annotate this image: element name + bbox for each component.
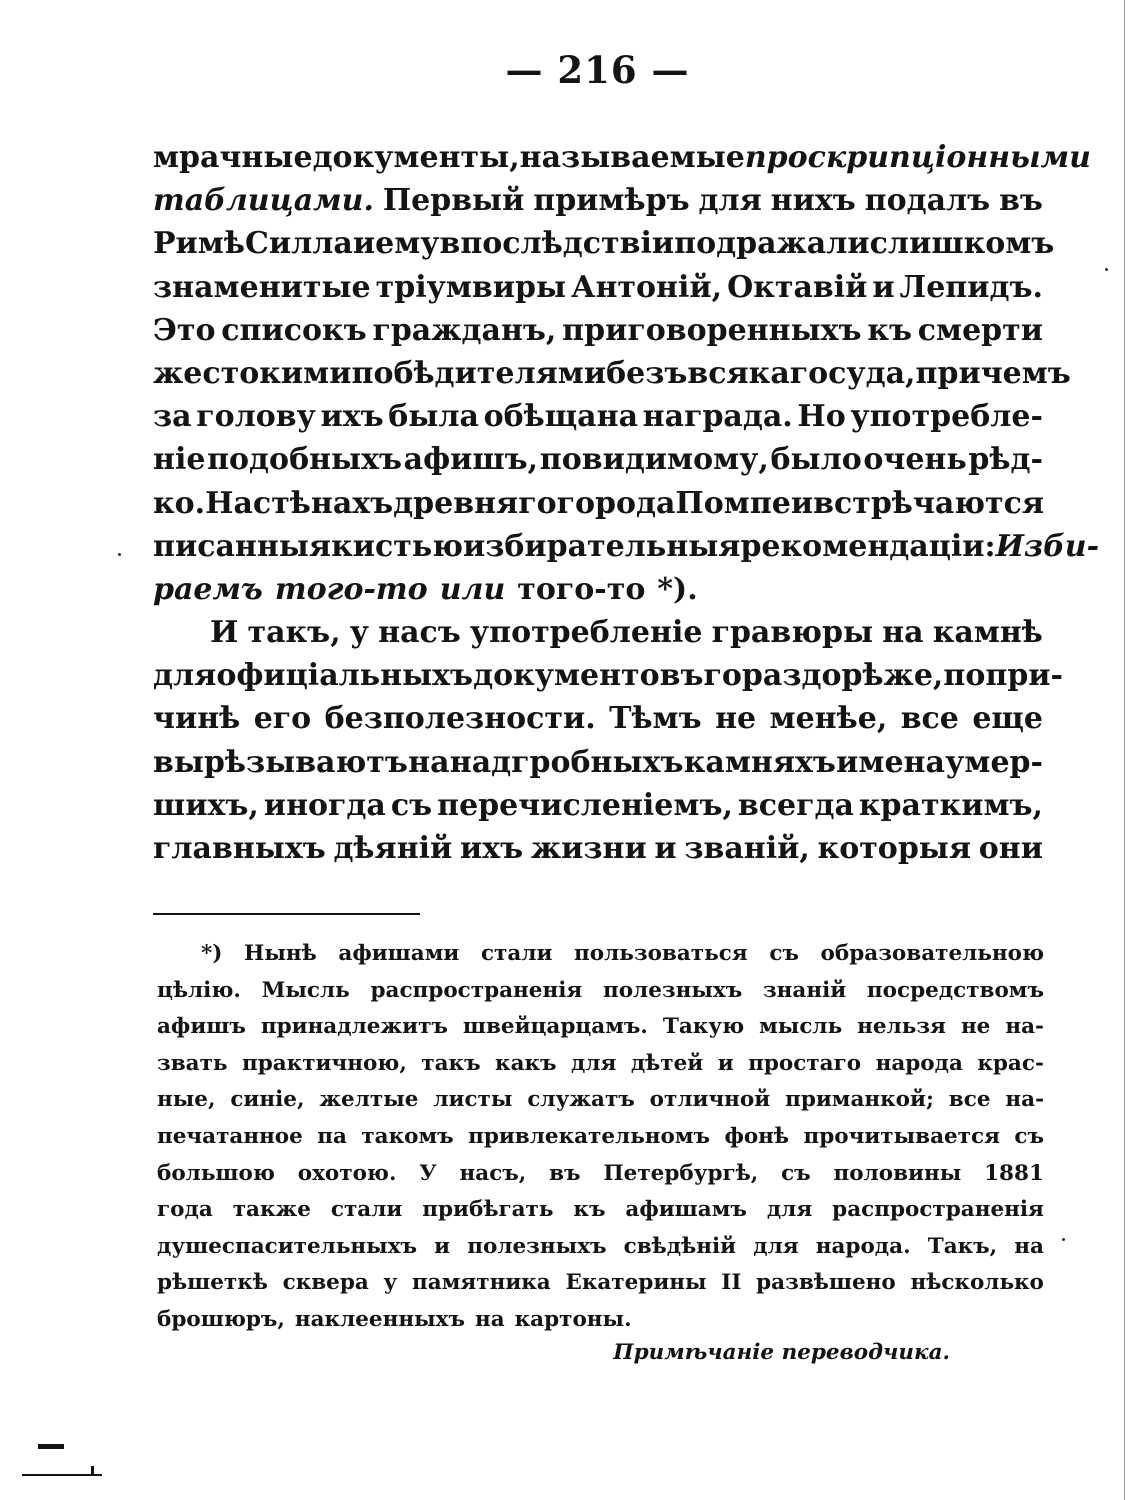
- word: ихъ: [320, 399, 384, 435]
- text-line: [153, 528, 1100, 572]
- word: Тѣмъ: [609, 701, 702, 737]
- scan-speck: [118, 553, 121, 556]
- word: и: [434, 1233, 451, 1259]
- word: и: [654, 831, 677, 866]
- word: для: [698, 183, 762, 219]
- word: трiумвиры: [375, 269, 567, 305]
- word: и: [872, 269, 895, 305]
- word: мрачные: [153, 140, 313, 175]
- text-line: [153, 745, 1043, 788]
- word: знаменитые: [153, 269, 371, 305]
- word: полезныхъ: [467, 1233, 607, 1259]
- main-text: [153, 140, 1100, 874]
- word: брошюръ,: [157, 1306, 285, 1332]
- word: проскрипцiонными: [744, 140, 1091, 175]
- word: подалъ: [864, 183, 991, 219]
- word: афишъ,: [403, 442, 539, 478]
- word: подобныхъ: [207, 442, 403, 478]
- word: У: [419, 1160, 437, 1186]
- word: чинѣ: [153, 701, 241, 737]
- word: такъ: [421, 1050, 481, 1076]
- word: у: [383, 1270, 398, 1296]
- footnote-line: [157, 1087, 1044, 1124]
- text-line: [153, 658, 1063, 701]
- word: вырѣзываютъ: [153, 744, 408, 780]
- word: употребленiе: [469, 615, 703, 651]
- word: того-то: [274, 571, 428, 607]
- word: прибѣгать: [422, 1197, 554, 1223]
- footnote-line: [157, 1124, 1044, 1161]
- word: безполезности.: [324, 701, 596, 737]
- word: Октавiй: [727, 269, 868, 305]
- word: мысль: [759, 1014, 843, 1040]
- word: таблицами.: [153, 183, 374, 219]
- word: такомъ: [361, 1123, 454, 1149]
- word: къ: [867, 312, 912, 348]
- word: посредствомъ: [866, 977, 1044, 1003]
- word: камнѣ: [932, 615, 1043, 651]
- word: жестокими: [153, 355, 352, 391]
- word: все: [900, 701, 959, 737]
- word: привлекательномъ: [468, 1123, 711, 1149]
- word: года: [157, 1197, 213, 1223]
- word: съ: [769, 941, 799, 966]
- word: которыя: [817, 831, 972, 866]
- word: звать: [157, 1050, 228, 1076]
- word: прочитывается: [803, 1123, 1000, 1149]
- word: всякаго: [687, 355, 829, 391]
- word: было: [770, 442, 862, 478]
- word: они: [978, 831, 1043, 866]
- word: памятника: [412, 1270, 551, 1296]
- word: печатанное: [157, 1123, 303, 1149]
- word: за: [153, 399, 192, 435]
- word: развѣшено: [756, 1270, 896, 1296]
- word: свѣдѣнiй: [623, 1233, 737, 1259]
- word: гражданъ,: [372, 312, 557, 348]
- word: въ: [549, 1160, 581, 1186]
- word: Нынѣ: [244, 941, 317, 966]
- word: съ: [390, 787, 433, 823]
- word: крас-: [977, 1050, 1044, 1076]
- footnote-line: [157, 1307, 1044, 1344]
- footnote-line: [157, 978, 1044, 1015]
- footnote-line: [157, 1051, 1044, 1088]
- word: 1881: [984, 1160, 1044, 1186]
- text-line: [153, 572, 1043, 615]
- word: Антонiй,: [571, 269, 723, 305]
- word: примѣръ: [533, 183, 690, 219]
- word: на: [408, 744, 450, 780]
- word: въ: [999, 183, 1043, 219]
- word: нельзя: [857, 1014, 946, 1040]
- word: на: [1014, 1233, 1044, 1259]
- text-line: [153, 226, 1055, 269]
- footnote-line: [157, 1270, 1044, 1307]
- word: иногда: [263, 787, 386, 823]
- word: для: [753, 1233, 799, 1259]
- word: званiй,: [684, 831, 810, 866]
- word: Это: [153, 312, 216, 348]
- word: все: [948, 1087, 991, 1113]
- word: на: [474, 1306, 505, 1332]
- text-line: [153, 399, 1043, 442]
- word: не: [960, 1014, 991, 1040]
- word: для: [766, 1197, 813, 1223]
- word: практичною,: [241, 1050, 407, 1076]
- word: *): [201, 941, 223, 966]
- word: и: [352, 226, 376, 262]
- word: большою: [157, 1160, 275, 1186]
- word: очень: [863, 442, 967, 478]
- word: шихъ,: [153, 787, 259, 823]
- text-line: [153, 442, 1043, 485]
- footnote-line: [157, 1197, 1044, 1234]
- word: впослѣдствiи: [439, 226, 675, 262]
- word: имена: [836, 744, 945, 780]
- word: краткимъ,: [858, 787, 1043, 823]
- word: рѣд-: [968, 442, 1043, 478]
- word: съ: [1014, 1123, 1044, 1149]
- word: Лепидъ.: [899, 269, 1043, 305]
- word: простаго: [748, 1050, 862, 1076]
- footnote: [157, 941, 1044, 1344]
- text-line: [153, 831, 1043, 874]
- word: образовательною: [820, 941, 1044, 966]
- word: охотою.: [297, 1160, 397, 1186]
- word: нихъ: [770, 183, 856, 219]
- word: стали: [480, 941, 553, 966]
- word: къ: [573, 1197, 606, 1223]
- word: его: [253, 701, 312, 737]
- text-line: [153, 788, 1043, 831]
- scan-mark: [22, 1474, 102, 1476]
- word: картоны.: [514, 1306, 632, 1332]
- word: употребле-: [850, 399, 1043, 435]
- word: *).: [657, 571, 698, 607]
- word: народа.: [815, 1233, 911, 1259]
- scan-speck: [1062, 1238, 1065, 1241]
- word: па: [317, 1123, 347, 1149]
- word: писанныя: [153, 528, 332, 564]
- text-line: [153, 615, 1043, 658]
- word: надгробныхъ: [449, 744, 684, 780]
- word: Екатерины: [565, 1270, 707, 1296]
- word: гораздо: [703, 658, 842, 694]
- word: фонѣ: [724, 1123, 790, 1149]
- word: встрѣчаются: [813, 485, 1045, 521]
- word: ему: [375, 226, 440, 262]
- word: и: [717, 1050, 734, 1076]
- word: повидимому,: [539, 442, 769, 478]
- word: Изби-: [995, 528, 1100, 564]
- word: какъ: [495, 1050, 557, 1076]
- word: для: [153, 658, 217, 694]
- word: побѣдителями: [351, 355, 607, 391]
- word: стѣнахъ: [252, 485, 394, 521]
- word: документовъ: [473, 658, 704, 694]
- word: Римѣ: [153, 226, 245, 262]
- word: не: [715, 701, 757, 737]
- text-line: [153, 701, 1043, 744]
- word: ихъ: [459, 831, 524, 866]
- word: также: [232, 1197, 311, 1223]
- word: Такую: [662, 1014, 745, 1040]
- footnote-line: [157, 941, 1044, 978]
- word: насъ: [378, 615, 461, 651]
- footnote-line: [157, 1161, 1044, 1198]
- word: Силла: [244, 226, 353, 262]
- word: Первый: [382, 183, 525, 219]
- word: причемъ: [915, 355, 1071, 391]
- word: афишамъ: [625, 1197, 747, 1223]
- word: смерти: [917, 312, 1043, 348]
- word: избирательныя: [462, 528, 741, 564]
- word: полезныхъ: [602, 977, 743, 1003]
- text-line: [153, 313, 1043, 356]
- word: жизни: [530, 831, 647, 866]
- word: для: [571, 1050, 617, 1076]
- page-edge-line: [1124, 0, 1125, 1500]
- word: насъ,: [459, 1160, 527, 1186]
- word: раемъ: [153, 571, 263, 607]
- word: народа: [875, 1050, 963, 1076]
- word: приманкой;: [785, 1087, 934, 1113]
- word: ко.: [153, 485, 206, 521]
- word: такъ,: [247, 615, 341, 651]
- word: II: [721, 1270, 742, 1296]
- footnote-line: [157, 1014, 1044, 1051]
- word: нiе: [153, 442, 206, 478]
- word: на-: [1005, 1014, 1044, 1040]
- word: рекомендацiи:: [740, 528, 996, 564]
- word: Мысль: [261, 977, 350, 1003]
- word: распространенiя: [370, 977, 583, 1003]
- word: подражали: [674, 226, 870, 262]
- word: дѣтей: [630, 1050, 704, 1076]
- word: еще: [972, 701, 1043, 737]
- word: перечисленiемъ,: [437, 787, 733, 823]
- word: нѣсколько: [910, 1270, 1044, 1296]
- word: обѣщана: [483, 399, 639, 435]
- word: при-: [985, 658, 1063, 694]
- word: приговоренныхъ: [562, 312, 862, 348]
- word: афишъ: [157, 1014, 246, 1040]
- word: того-то: [517, 571, 646, 607]
- word: стали: [330, 1197, 403, 1223]
- word: И: [210, 615, 239, 651]
- word: синiе,: [230, 1087, 305, 1113]
- word: На: [205, 485, 253, 521]
- word: города: [556, 485, 676, 521]
- word: была: [388, 399, 479, 435]
- word: называемые: [519, 140, 745, 175]
- word: Помпеи: [675, 485, 814, 521]
- word: кистью: [331, 528, 463, 564]
- word: слишкомъ: [869, 226, 1055, 262]
- word: или: [439, 571, 506, 607]
- word: афишами: [338, 941, 460, 966]
- word: листы: [433, 1087, 513, 1113]
- word: по: [943, 658, 986, 694]
- word: у: [349, 615, 369, 651]
- word: на-: [1005, 1087, 1044, 1113]
- word: древняго: [393, 485, 557, 521]
- word: Такъ,: [927, 1233, 998, 1259]
- word: пользоваться: [574, 941, 748, 966]
- scan-mark: [38, 1444, 64, 1449]
- word: отличной: [649, 1087, 771, 1113]
- word: суда,: [828, 355, 916, 391]
- text-line: [153, 183, 1043, 226]
- word: всегда: [737, 787, 854, 823]
- word: на: [882, 615, 924, 651]
- word: наклеенныхъ: [294, 1306, 465, 1332]
- word: принадлежитъ: [260, 1014, 448, 1040]
- word: желтые: [319, 1087, 419, 1113]
- word: главныхъ: [153, 831, 326, 866]
- scan-speck: [1105, 268, 1108, 271]
- word: душеспасительныхъ: [157, 1233, 418, 1259]
- word: швейцарцамъ.: [462, 1014, 648, 1040]
- word: сквера: [282, 1270, 369, 1296]
- word: дѣянiй: [333, 831, 453, 866]
- translator-note-signature: Примѣчанiе переводчика.: [613, 1340, 950, 1365]
- text-line: [153, 140, 1091, 183]
- word: рѣшеткѣ: [157, 1270, 268, 1296]
- text-line: [153, 355, 1071, 399]
- footnote-line: [157, 1234, 1044, 1271]
- word: списокъ: [221, 312, 367, 348]
- word: менѣе,: [769, 701, 888, 737]
- word: голову: [196, 399, 316, 435]
- word: знанiй: [762, 977, 847, 1003]
- word: Но: [797, 399, 846, 435]
- word: гравюры: [711, 615, 874, 651]
- text-line: [153, 270, 1043, 313]
- word: документы,: [312, 140, 520, 175]
- scan-mark: [91, 1466, 94, 1476]
- word: Петербургѣ,: [603, 1160, 759, 1186]
- word: безъ: [606, 355, 688, 391]
- word: офицiальныхъ: [216, 658, 474, 694]
- word: служатъ: [527, 1087, 635, 1113]
- word: умер-: [945, 744, 1043, 780]
- word: съ: [781, 1160, 811, 1186]
- word: камняхъ: [683, 744, 836, 780]
- text-line: [153, 486, 1043, 529]
- word: цѣлiю.: [157, 977, 241, 1003]
- footnote-divider: [153, 913, 420, 915]
- word: распространенiя: [832, 1197, 1044, 1223]
- word: рѣже,: [841, 658, 944, 694]
- word: награда.: [642, 399, 793, 435]
- page-number: — 216 —: [505, 48, 690, 92]
- word: ные,: [157, 1087, 216, 1113]
- word: половины: [833, 1160, 962, 1186]
